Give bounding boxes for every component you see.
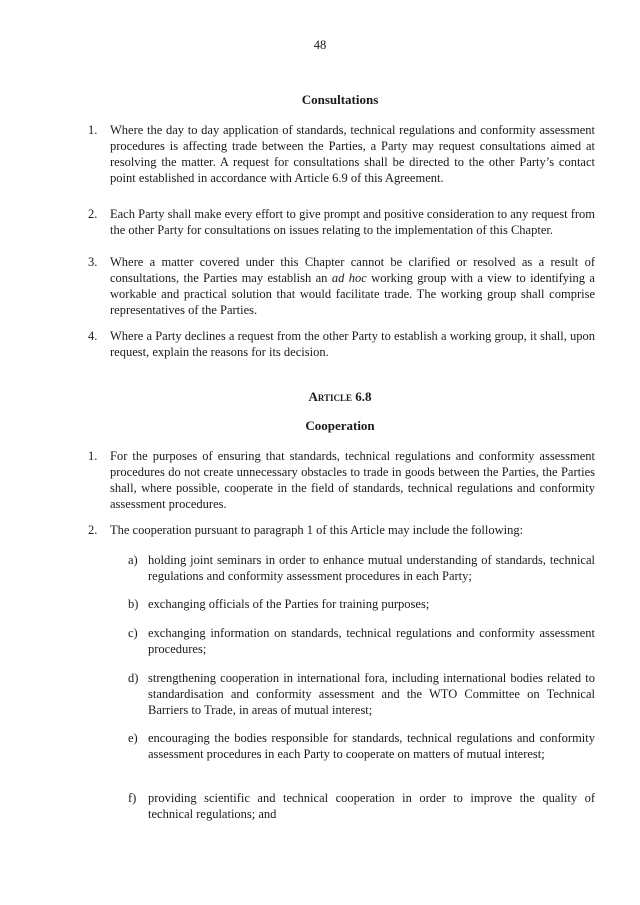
cooperation-subitem-e [128, 730, 595, 762]
subitem-text: encouraging the bodies responsible for standards, technical regulations and conformity assessment procedures in each Party to cooperate on matters of mutual interest; [148, 731, 595, 761]
paragraph-number: 2. [88, 523, 98, 537]
paragraph-number: 4. [88, 329, 98, 343]
section-heading-cooperation: Cooperation [305, 418, 375, 433]
paragraph-number: 1. [88, 123, 98, 137]
cooperation-subitem-f [128, 790, 595, 822]
subitem-text: holding joint seminars in order to enhance mutual understanding of standards, technical regulations and conformity assessment procedures in each Party; [148, 553, 595, 583]
subitem-text: exchanging information on standards, technical regulations and conformity assessment procedures; [148, 626, 595, 656]
subitem-text: strengthening cooperation in international fora, including international bodies related to standardisation and conformity assessment and the WTO Committee on Technical Barriers to Trade, in areas of mutual interest; [148, 671, 595, 717]
subitem-letter: b) [128, 597, 139, 611]
text-part: Where a matter covered under this Chapter cannot be clarified or resolved as a result of consultations, the Parties may establish an [110, 255, 595, 285]
subitem-letter: f) [128, 791, 137, 805]
cooperation-subitem-d [128, 670, 595, 718]
paragraph-text: For the purposes of ensuring that standards, technical regulations and conformity assessment procedures do not create unnecessary obstacles to trade in goods between the Parties, the Parties shall, where possible, cooperate in the field of standards, technical regulations and conformity assessment procedures. [110, 449, 595, 511]
subitem-letter: d) [128, 671, 139, 685]
cooperation-paragraph-1 [88, 448, 595, 512]
consultations-paragraph-4 [88, 328, 595, 360]
paragraph-text [110, 254, 595, 318]
paragraph-number: 2. [88, 207, 98, 221]
consultations-paragraph-1 [88, 122, 595, 186]
subitem-text: providing scientific and technical cooperation in order to improve the quality of technical regulations; and [148, 791, 595, 821]
paragraph-text: The cooperation pursuant to paragraph 1 of this Article may include the following: [110, 523, 524, 537]
italic-text: ad hoc [331, 271, 367, 285]
paragraph-text: Where the day to day application of standards, technical regulations and conformity assessment procedures is affecting trade between the Parties, a Party may request consultations aimed at resolving the matter. A request for consultations shall be directed to the other Party’s contact point established in accordance with Article 6.9 of this Agreement. [110, 123, 595, 185]
cooperation-subitem-b [128, 596, 595, 612]
subitem-letter: e) [128, 731, 138, 745]
subitem-letter: c) [128, 626, 138, 640]
cooperation-subitem-a [128, 552, 595, 584]
subitem-text: exchanging officials of the Parties for training purposes; [148, 597, 430, 611]
text-part: working group with a view to identifying a workable and practical solution that would facilitate trade. The working group shall comprise representatives of the Parties. [110, 271, 595, 317]
paragraph-text: Where a Party declines a request from the other Party to establish a working group, it shall, upon request, explain the reasons for its decision. [110, 329, 595, 359]
cooperation-subitem-c [128, 625, 595, 657]
cooperation-paragraph-2 [88, 522, 595, 538]
consultations-paragraph-2 [88, 206, 595, 238]
page-number: 48 [313, 38, 327, 52]
article-label: Article 6.8 [308, 389, 372, 404]
subitem-letter: a) [128, 553, 138, 567]
paragraph-number: 3. [88, 255, 98, 269]
section-heading-consultations: Consultations [301, 92, 379, 107]
paragraph-text: Each Party shall make every effort to give prompt and positive consideration to any request from the other Party for consultations on issues relating to the implementation of this Chapter. [110, 207, 595, 237]
consultations-paragraph-3 [88, 254, 595, 318]
paragraph-number: 1. [88, 449, 98, 463]
